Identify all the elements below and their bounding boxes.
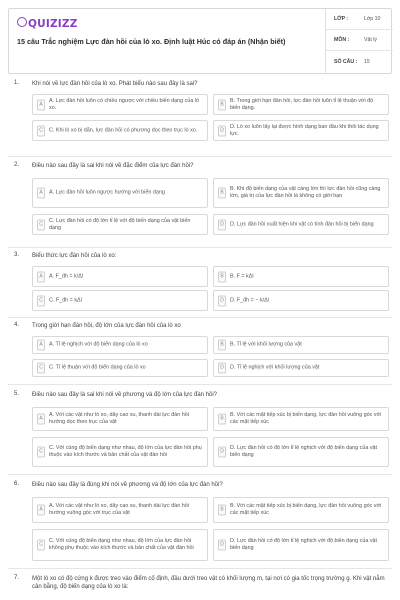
option-text: C. Với cùng độ biến dạng như nhau, độ lớn của lực đàn hồi phụ thuộc vào kích thước và bản chất của vật đàn hồi	[49, 445, 202, 458]
option-text: B. Khi độ biến dạng của vật càng lớn thì lực đàn hồi cũng càng lớn, giá trị của lực đàn hồi là không có giới hạn	[230, 186, 381, 199]
question-number: 3.	[14, 252, 20, 258]
question-2	[8, 162, 392, 246]
option-text: D. Tỉ lệ nghịch với khối lượng của vật	[230, 364, 320, 371]
option-text: D. Lò xo luôn lấy lại được hình dạng ban đầu khi thôi tác dụng lực.	[230, 123, 379, 137]
option-b[interactable]	[213, 407, 389, 431]
question-text: Trong giới hạn đàn hồi, độ lớn của lực đàn hồi của lò xo	[32, 323, 181, 329]
question-text: Điều nào sau đây là sai khi nói về phương và độ lớn của lực đàn hồi?	[32, 392, 218, 398]
option-a[interactable]	[32, 266, 208, 287]
option-text: B. Với các mặt tiếp xúc bị biến dạng, lực đàn hồi vuông góc với các mặt tiếp xúc	[230, 412, 382, 425]
option-letter: C	[37, 540, 45, 551]
logo-text: QUIZIZZ	[28, 18, 78, 30]
option-letter: A	[37, 271, 45, 282]
option-text: B. F = kΔl	[230, 273, 254, 279]
option-text: D. Lực đàn hồi có độ lớn tỉ lệ nghịch với độ biến dạng của vật biến dạng	[230, 445, 378, 458]
meta-label: MÔN :	[334, 37, 350, 43]
option-d[interactable]	[213, 437, 389, 467]
option-b[interactable]	[213, 266, 389, 287]
option-text: B. Với các mặt tiếp xúc bị biến dạng, lực đàn hồi vuông góc với các mặt tiếp xúc	[230, 503, 382, 516]
option-d[interactable]	[213, 120, 389, 141]
question-number: 7.	[14, 575, 20, 581]
option-a[interactable]	[32, 497, 208, 523]
question-number: 5.	[14, 391, 20, 397]
question-number: 2.	[14, 162, 20, 168]
question-number: 6.	[14, 481, 20, 487]
option-text: C. F_đh = kΔl	[49, 297, 82, 303]
divider	[8, 317, 392, 318]
question-text: Điều nào sau đây là đúng khi nói về phương và độ lớn của lực đàn hồi?	[32, 482, 223, 488]
option-letter: D	[218, 295, 226, 306]
option-c[interactable]	[32, 290, 208, 311]
option-letter: A	[37, 505, 45, 516]
option-letter: D	[218, 125, 226, 136]
option-letter: B	[218, 271, 226, 282]
option-text: D. Lực đàn hồi xuất hiện khi vật có tính đàn hồi bị biến dạng	[230, 221, 374, 227]
option-letter: A	[37, 99, 45, 110]
question-text: Điều nào sau đây là sai khi nói về đặc điểm của lực đàn hồi?	[32, 163, 194, 169]
option-c[interactable]	[32, 120, 208, 141]
option-c[interactable]	[32, 437, 208, 467]
option-a[interactable]	[32, 178, 208, 208]
option-letter: B	[218, 99, 226, 110]
question-number: 1.	[14, 80, 20, 86]
divider	[8, 474, 392, 475]
option-text: A. Với các vật như lò xo, dây cao su, thanh dài lực đàn hồi hướng vuông góc với trục của vật	[49, 503, 189, 516]
option-c[interactable]	[32, 359, 208, 377]
option-d[interactable]	[213, 214, 389, 235]
option-letter: C	[37, 447, 45, 458]
option-letter: D	[218, 540, 226, 551]
meta-value: 15	[364, 58, 370, 65]
option-a[interactable]	[32, 407, 208, 431]
meta-row-grade	[326, 9, 393, 30]
meta-box	[325, 9, 393, 73]
quizizz-logo	[17, 17, 78, 30]
option-c[interactable]	[32, 214, 208, 235]
question-text: Biểu thức lực đàn hồi của lò xo:	[32, 253, 117, 259]
meta-value: Vật lý	[364, 37, 377, 43]
option-d[interactable]	[213, 529, 389, 561]
option-text: C. Tỉ lệ thuận với độ biến dạng của lò xo	[49, 364, 146, 371]
option-a[interactable]	[32, 94, 208, 115]
logo-q-icon	[17, 17, 27, 27]
option-letter: B	[218, 188, 226, 199]
option-text: A. Tỉ lệ nghịch với độ biến dạng của lò xo	[49, 341, 148, 348]
option-letter: C	[37, 219, 45, 230]
option-letter: D	[218, 447, 226, 458]
meta-label: SỐ CÂU :	[334, 58, 358, 65]
option-text: C. Lực đàn hồi có độ lớn tỉ lệ với độ biến dạng của vật biến dạng	[49, 217, 191, 231]
option-text: D. Lực đàn hồi có độ lớn tỉ lệ nghịch với độ biến dạng của vật biến dạng	[230, 538, 378, 551]
meta-row-subject	[326, 30, 393, 51]
option-b[interactable]	[213, 336, 389, 354]
divider	[8, 156, 392, 157]
worksheet-header	[8, 8, 392, 74]
option-letter: B	[218, 414, 226, 425]
option-c[interactable]	[32, 529, 208, 561]
question-5	[8, 391, 392, 475]
option-text: A. F_đh = k/Δl	[49, 273, 84, 279]
question-3	[8, 252, 392, 316]
option-letter: B	[218, 505, 226, 516]
meta-row-count	[326, 51, 393, 72]
question-7	[8, 575, 392, 599]
option-text: A. Lực đàn hồi luôn có chiều ngược với chiều biến dạng của lò xo.	[49, 97, 200, 111]
option-text: C. Với cùng độ biến dạng như nhau, độ lớn của lực đàn hồi không phụ thuộc vào kích thước và bản chất của vật đàn hồi	[49, 538, 194, 551]
option-b[interactable]	[213, 178, 389, 208]
question-4	[8, 322, 392, 384]
divider	[8, 568, 392, 569]
question-1	[8, 80, 392, 154]
option-d[interactable]	[213, 290, 389, 311]
option-text: C. Khi lò xo bị dãn, lực đàn hồi có phương dọc theo trục lò xo.	[49, 127, 198, 133]
option-letter: D	[218, 363, 226, 374]
option-b[interactable]	[213, 94, 389, 115]
option-letter: A	[37, 414, 45, 425]
meta-label: LỚP :	[334, 16, 349, 22]
question-text: Khi nói về lực đàn hồi của lò xo. Phát biểu nào sau đây là sai?	[32, 81, 198, 87]
option-letter: D	[218, 219, 226, 230]
option-text: B. Tỉ lệ với khối lượng của vật	[230, 341, 302, 348]
question-6	[8, 481, 392, 569]
worksheet-title: 15 câu Trắc nghiệm Lực đàn hồi của lò xo. Định luật Húc có đáp án (Nhận biết)	[17, 37, 286, 46]
option-letter: A	[37, 340, 45, 351]
option-text: D. F_đh = − k/Δl	[230, 297, 269, 303]
option-a[interactable]	[32, 336, 208, 354]
option-letter: C	[37, 295, 45, 306]
option-letter: C	[37, 363, 45, 374]
divider	[8, 384, 392, 385]
option-text: A. Lực đàn hồi luôn ngược hướng với biến dạng	[49, 189, 165, 196]
option-text: B. Trong giới hạn đàn hồi, lực đàn hồi luôn tỉ lệ thuận với độ biến dạng.	[230, 97, 374, 111]
option-d[interactable]	[213, 359, 389, 377]
option-text: A. Với các vật như lò xo, dây cao su, thanh dài lực đàn hồi hướng dọc theo trục của vật	[49, 412, 189, 425]
option-letter: C	[37, 125, 45, 136]
question-text: Một lò xo có độ cứng k được treo vào điểm cố định, đầu dưới treo vật có khối lượng m, tại nơi có gia tốc trọng trường g. Khi vật nằm cân bằng, độ biến dạng của lò xo là:	[32, 576, 385, 590]
option-b[interactable]	[213, 497, 389, 523]
meta-value: Lớp 10	[364, 16, 381, 22]
question-number: 4.	[14, 322, 20, 328]
divider	[8, 247, 392, 248]
option-letter: A	[37, 188, 45, 199]
option-letter: B	[218, 340, 226, 351]
